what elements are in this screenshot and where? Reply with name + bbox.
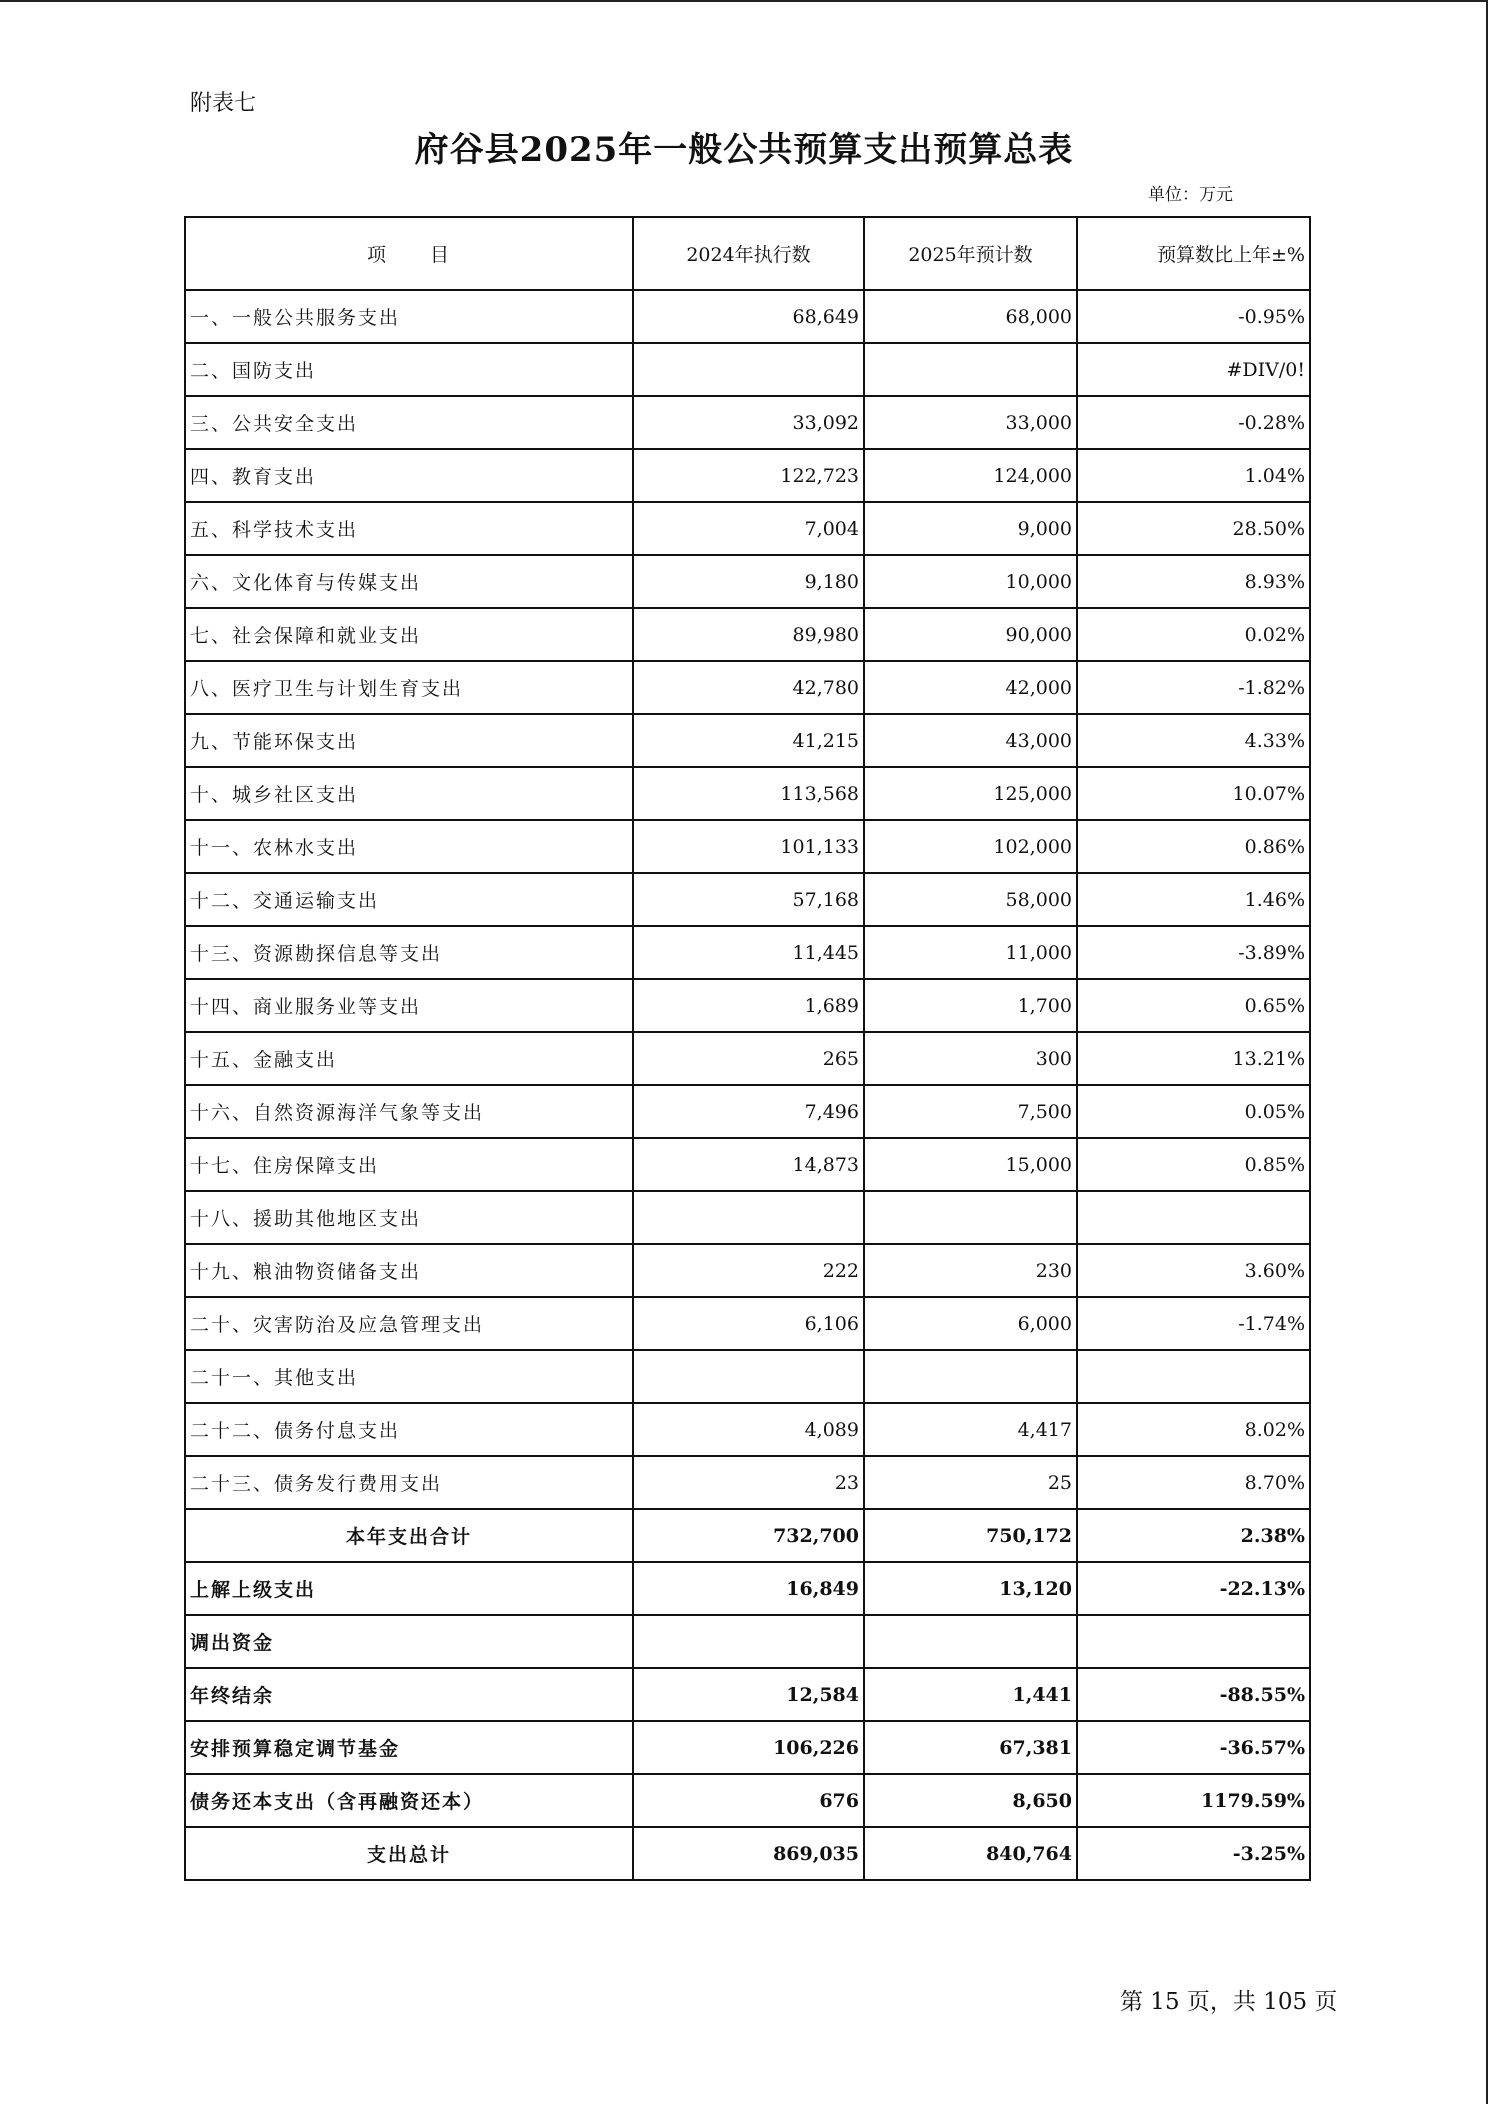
cell-2024: 16,849 bbox=[633, 1562, 864, 1615]
cell-2024: 1,689 bbox=[633, 979, 864, 1032]
table-row bbox=[185, 979, 1310, 1032]
table-row bbox=[185, 1562, 1310, 1615]
cell-pct: 2.38% bbox=[1077, 1509, 1310, 1562]
table-row bbox=[185, 1615, 1310, 1668]
cell-item: 十二、交通运输支出 bbox=[185, 873, 633, 926]
cell-2025: 102,000 bbox=[864, 820, 1077, 873]
table-row bbox=[185, 343, 1310, 396]
cell-2025: 1,700 bbox=[864, 979, 1077, 1032]
column-header-item: 项 目 bbox=[185, 217, 633, 290]
cell-2025: 840,764 bbox=[864, 1827, 1077, 1880]
cell-pct: -1.82% bbox=[1077, 661, 1310, 714]
table-row bbox=[185, 1244, 1310, 1297]
cell-pct: 4.33% bbox=[1077, 714, 1310, 767]
cell-2024 bbox=[633, 343, 864, 396]
cell-2024 bbox=[633, 1191, 864, 1244]
cell-2025: 125,000 bbox=[864, 767, 1077, 820]
cell-item: 支出总计 bbox=[185, 1827, 633, 1880]
cell-2024: 113,568 bbox=[633, 767, 864, 820]
cell-item: 三、公共安全支出 bbox=[185, 396, 633, 449]
column-header-2024: 2024年执行数 bbox=[633, 217, 864, 290]
subtotal-row bbox=[185, 1509, 1310, 1562]
cell-2024: 869,035 bbox=[633, 1827, 864, 1880]
cell-pct: 28.50% bbox=[1077, 502, 1310, 555]
cell-2024: 11,445 bbox=[633, 926, 864, 979]
cell-2024: 9,180 bbox=[633, 555, 864, 608]
table-row bbox=[185, 1032, 1310, 1085]
cell-2024: 68,649 bbox=[633, 290, 864, 343]
cell-2024: 101,133 bbox=[633, 820, 864, 873]
table-row bbox=[185, 1085, 1310, 1138]
cell-2025: 33,000 bbox=[864, 396, 1077, 449]
cell-item: 年终结余 bbox=[185, 1668, 633, 1721]
cell-item: 九、节能环保支出 bbox=[185, 714, 633, 767]
cell-2025: 6,000 bbox=[864, 1297, 1077, 1350]
table-row bbox=[185, 926, 1310, 979]
cell-2024: 265 bbox=[633, 1032, 864, 1085]
cell-2025: 90,000 bbox=[864, 608, 1077, 661]
cell-pct: 10.07% bbox=[1077, 767, 1310, 820]
table-row bbox=[185, 502, 1310, 555]
cell-2025: 4,417 bbox=[864, 1403, 1077, 1456]
cell-item: 十九、粮油物资储备支出 bbox=[185, 1244, 633, 1297]
table-row bbox=[185, 1297, 1310, 1350]
cell-2025: 8,650 bbox=[864, 1774, 1077, 1827]
cell-item: 七、社会保障和就业支出 bbox=[185, 608, 633, 661]
table-row bbox=[185, 714, 1310, 767]
cell-2024: 14,873 bbox=[633, 1138, 864, 1191]
table-row bbox=[185, 1138, 1310, 1191]
cell-2024: 122,723 bbox=[633, 449, 864, 502]
attachment-label: 附表七 bbox=[190, 91, 257, 116]
cell-item: 二十、灾害防治及应急管理支出 bbox=[185, 1297, 633, 1350]
table-row bbox=[185, 396, 1310, 449]
cell-item: 六、文化体育与传媒支出 bbox=[185, 555, 633, 608]
cell-2025: 42,000 bbox=[864, 661, 1077, 714]
table-body bbox=[185, 290, 1310, 1880]
table-row bbox=[185, 1668, 1310, 1721]
cell-item: 十六、自然资源海洋气象等支出 bbox=[185, 1085, 633, 1138]
table-row bbox=[185, 1191, 1310, 1244]
cell-pct: -0.95% bbox=[1077, 290, 1310, 343]
cell-2024: 732,700 bbox=[633, 1509, 864, 1562]
cell-2024: 4,089 bbox=[633, 1403, 864, 1456]
cell-2025: 58,000 bbox=[864, 873, 1077, 926]
cell-item: 二十三、债务发行费用支出 bbox=[185, 1456, 633, 1509]
cell-pct bbox=[1077, 1350, 1310, 1403]
cell-pct bbox=[1077, 1191, 1310, 1244]
cell-pct: 1.04% bbox=[1077, 449, 1310, 502]
cell-2024: 7,004 bbox=[633, 502, 864, 555]
cell-2025 bbox=[864, 1615, 1077, 1668]
cell-pct: 8.93% bbox=[1077, 555, 1310, 608]
total-row bbox=[185, 1827, 1310, 1880]
cell-pct: -1.74% bbox=[1077, 1297, 1310, 1350]
cell-pct: 0.05% bbox=[1077, 1085, 1310, 1138]
cell-item: 十一、农林水支出 bbox=[185, 820, 633, 873]
cell-2025: 13,120 bbox=[864, 1562, 1077, 1615]
cell-item: 十、城乡社区支出 bbox=[185, 767, 633, 820]
cell-2025: 300 bbox=[864, 1032, 1077, 1085]
cell-2025: 11,000 bbox=[864, 926, 1077, 979]
cell-pct: 3.60% bbox=[1077, 1244, 1310, 1297]
cell-item: 二十一、其他支出 bbox=[185, 1350, 633, 1403]
cell-2024: 42,780 bbox=[633, 661, 864, 714]
cell-item: 本年支出合计 bbox=[185, 1509, 633, 1562]
cell-2024 bbox=[633, 1615, 864, 1668]
cell-2025: 230 bbox=[864, 1244, 1077, 1297]
cell-pct: 8.70% bbox=[1077, 1456, 1310, 1509]
cell-item: 八、医疗卫生与计划生育支出 bbox=[185, 661, 633, 714]
cell-2025: 7,500 bbox=[864, 1085, 1077, 1138]
cell-item: 十五、金融支出 bbox=[185, 1032, 633, 1085]
table-row bbox=[185, 873, 1310, 926]
unit-label: 单位：万元 bbox=[1148, 185, 1233, 205]
cell-2024: 676 bbox=[633, 1774, 864, 1827]
cell-2024: 222 bbox=[633, 1244, 864, 1297]
cell-item: 上解上级支出 bbox=[185, 1562, 633, 1615]
cell-2024: 23 bbox=[633, 1456, 864, 1509]
cell-2025 bbox=[864, 343, 1077, 396]
cell-2025: 68,000 bbox=[864, 290, 1077, 343]
cell-item: 一、一般公共服务支出 bbox=[185, 290, 633, 343]
page-border-top bbox=[0, 0, 1488, 2]
cell-pct: 1.46% bbox=[1077, 873, 1310, 926]
cell-item: 二十二、债务付息支出 bbox=[185, 1403, 633, 1456]
column-header-pct: 预算数比上年±% bbox=[1077, 217, 1310, 290]
cell-2024: 57,168 bbox=[633, 873, 864, 926]
cell-item: 四、教育支出 bbox=[185, 449, 633, 502]
cell-2024 bbox=[633, 1350, 864, 1403]
cell-2024: 41,215 bbox=[633, 714, 864, 767]
cell-pct: -3.89% bbox=[1077, 926, 1310, 979]
column-header-2025: 2025年预计数 bbox=[864, 217, 1077, 290]
cell-item: 十七、住房保障支出 bbox=[185, 1138, 633, 1191]
cell-item: 债务还本支出（含再融资还本） bbox=[185, 1774, 633, 1827]
cell-pct: -0.28% bbox=[1077, 396, 1310, 449]
cell-2025: 1,441 bbox=[864, 1668, 1077, 1721]
cell-pct: #DIV/0! bbox=[1077, 343, 1310, 396]
cell-pct bbox=[1077, 1615, 1310, 1668]
cell-pct: -3.25% bbox=[1077, 1827, 1310, 1880]
cell-2024: 89,980 bbox=[633, 608, 864, 661]
cell-2025: 43,000 bbox=[864, 714, 1077, 767]
cell-2024: 12,584 bbox=[633, 1668, 864, 1721]
table-row bbox=[185, 1721, 1310, 1774]
cell-2024: 6,106 bbox=[633, 1297, 864, 1350]
cell-pct: 0.65% bbox=[1077, 979, 1310, 1032]
table-row bbox=[185, 1774, 1310, 1827]
table-row bbox=[185, 661, 1310, 714]
cell-item: 十四、商业服务业等支出 bbox=[185, 979, 633, 1032]
cell-pct: 0.86% bbox=[1077, 820, 1310, 873]
cell-pct: 0.02% bbox=[1077, 608, 1310, 661]
cell-pct: -36.57% bbox=[1077, 1721, 1310, 1774]
cell-item: 五、科学技术支出 bbox=[185, 502, 633, 555]
table-row bbox=[185, 1350, 1310, 1403]
table-row bbox=[185, 820, 1310, 873]
cell-2025: 124,000 bbox=[864, 449, 1077, 502]
cell-item: 十八、援助其他地区支出 bbox=[185, 1191, 633, 1244]
cell-item: 安排预算稳定调节基金 bbox=[185, 1721, 633, 1774]
page-title: 府谷县2025年一般公共预算支出预算总表 bbox=[414, 130, 1074, 170]
cell-pct: -22.13% bbox=[1077, 1562, 1310, 1615]
cell-pct: 13.21% bbox=[1077, 1032, 1310, 1085]
cell-item: 调出资金 bbox=[185, 1615, 633, 1668]
cell-2024: 33,092 bbox=[633, 396, 864, 449]
table-row bbox=[185, 449, 1310, 502]
table-header-row bbox=[185, 217, 1310, 290]
budget-table bbox=[184, 216, 1311, 1881]
cell-2025: 67,381 bbox=[864, 1721, 1077, 1774]
table-row bbox=[185, 290, 1310, 343]
cell-2025: 10,000 bbox=[864, 555, 1077, 608]
cell-2025: 25 bbox=[864, 1456, 1077, 1509]
cell-2025 bbox=[864, 1191, 1077, 1244]
table-row bbox=[185, 1403, 1310, 1456]
table-row bbox=[185, 555, 1310, 608]
cell-2024: 106,226 bbox=[633, 1721, 864, 1774]
page-number: 第 15 页，共 105 页 bbox=[1120, 1989, 1338, 2015]
cell-pct: 8.02% bbox=[1077, 1403, 1310, 1456]
table-row bbox=[185, 767, 1310, 820]
cell-pct: -88.55% bbox=[1077, 1668, 1310, 1721]
cell-2025 bbox=[864, 1350, 1077, 1403]
cell-item: 十三、资源勘探信息等支出 bbox=[185, 926, 633, 979]
table-row bbox=[185, 1456, 1310, 1509]
cell-item: 二、国防支出 bbox=[185, 343, 633, 396]
table-row bbox=[185, 608, 1310, 661]
cell-pct: 1179.59% bbox=[1077, 1774, 1310, 1827]
cell-2025: 9,000 bbox=[864, 502, 1077, 555]
cell-2024: 7,496 bbox=[633, 1085, 864, 1138]
cell-2025: 15,000 bbox=[864, 1138, 1077, 1191]
cell-pct: 0.85% bbox=[1077, 1138, 1310, 1191]
cell-2025: 750,172 bbox=[864, 1509, 1077, 1562]
